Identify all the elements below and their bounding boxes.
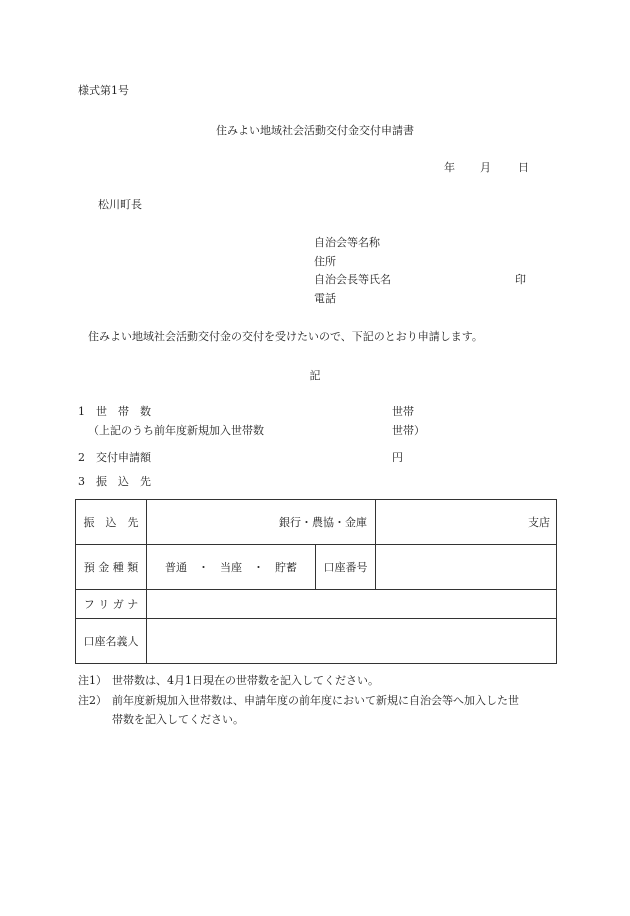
account-number-cell[interactable] <box>376 545 557 590</box>
table-row <box>76 545 557 590</box>
document-title: 住みよい地域社会活動交付金交付申請書 <box>216 124 414 137</box>
furigana-label: フ リ ガ ナ <box>76 590 147 619</box>
applicant-phone: 電話 <box>314 292 336 305</box>
bank-transfer-table <box>75 499 557 664</box>
date-month: 月 <box>480 161 491 174</box>
ki-heading: 記 <box>309 369 321 382</box>
account-holder-label: 口座名義人 <box>76 619 147 664</box>
date-year: 年 <box>444 161 455 174</box>
transfer-label: 3 振 込 先 <box>78 475 151 488</box>
date-line <box>444 161 529 175</box>
body-text: 住みよい地域社会活動交付金の交付を受けたいので、下記のとおり申請します。 <box>88 330 483 343</box>
note-2-text: 前年度新規加入世帯数は、申請年度の前年度において新規に自治会等へ加入した世 <box>112 694 519 707</box>
account-holder-cell[interactable] <box>147 619 557 664</box>
account-number-label: 口座番号 <box>316 545 376 590</box>
applicant-address: 住所 <box>314 255 336 268</box>
addressee: 松川町長 <box>98 198 142 211</box>
table-row <box>76 590 557 619</box>
furigana-cell[interactable] <box>147 590 557 619</box>
branch-cell[interactable] <box>376 500 557 545</box>
form-number: 様式第1号 <box>78 84 129 97</box>
branch-label: 支店 <box>528 516 550 529</box>
deposit-type-label: 預 金 種 類 <box>76 545 147 590</box>
bank-name-cell[interactable] <box>147 500 376 545</box>
deposit-type-options[interactable]: 普通 ・ 当座 ・ 貯蓄 <box>147 545 316 590</box>
date-day: 日 <box>518 161 529 174</box>
note-2-mark: 注2） <box>78 694 107 707</box>
amount-unit: 円 <box>392 451 403 464</box>
note-1-text: 世帯数は、4月1日現在の世帯数を記入してください。 <box>112 674 379 687</box>
bank-types: 銀行・農協・金庫 <box>279 516 367 529</box>
households-label: 1 世 帯 数 <box>78 405 151 418</box>
transfer-to-label: 振 込 先 <box>76 500 147 545</box>
new-households-label: （上記のうち前年度新規加入世帯数 <box>88 424 264 437</box>
table-row <box>76 500 557 545</box>
new-households-unit: 世帯） <box>392 424 425 437</box>
table-row <box>76 619 557 664</box>
note-1-mark: 注1） <box>78 674 107 687</box>
seal-mark: 印 <box>515 273 526 286</box>
note-2-text-cont: 帯数を記入してください。 <box>112 713 244 726</box>
amount-label: 2 交付申請額 <box>78 451 151 464</box>
households-unit: 世帯 <box>392 405 414 418</box>
applicant-org-name: 自治会等名称 <box>314 236 380 249</box>
applicant-rep-name: 自治会長等氏名 <box>314 273 391 286</box>
